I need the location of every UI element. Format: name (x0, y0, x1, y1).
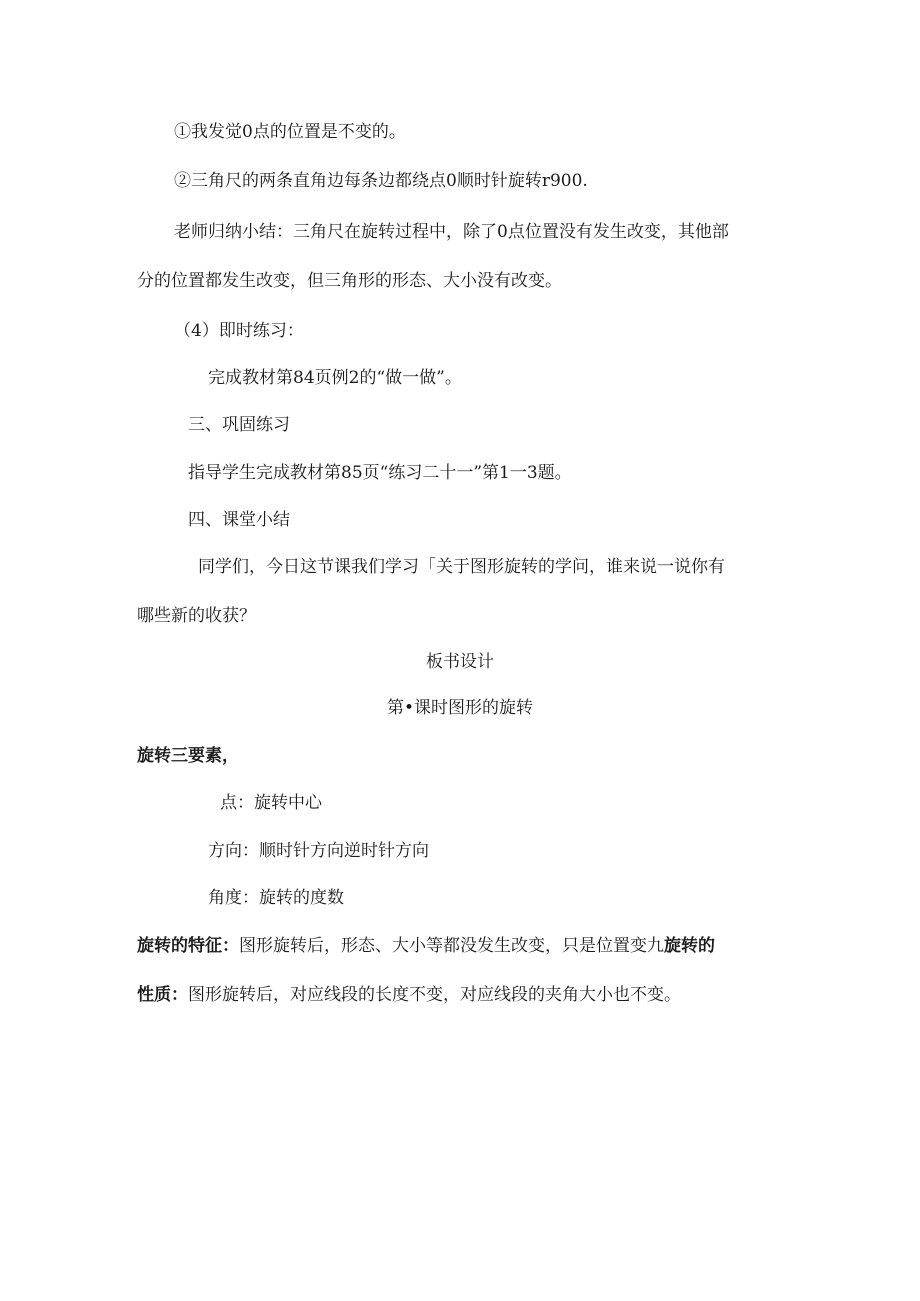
rotation-element-direction: 方向：顺时针方向逆时针方向 (208, 841, 429, 861)
section-consolidation-heading: 三、巩固练习 (188, 415, 290, 435)
rotation-property-label-part-2: 性质： (137, 985, 188, 1005)
board-design-title: 板书设计 (426, 652, 494, 672)
paragraph-summary-line-2: 分的位置都发生改变，但三角形的形态、大小没有改变。 (137, 271, 562, 291)
rotation-feature-line (137, 935, 715, 957)
rotation-element-point: 点：旋转中心 (220, 793, 322, 813)
section-practice-heading: （4）即时练习： (174, 321, 304, 341)
rotation-elements-heading: 旋转三要素， (137, 746, 239, 766)
paragraph-class-summary-line-2: 哪些新的收获？ (137, 606, 256, 626)
rotation-feature-label: 旋转的特征： (137, 936, 239, 956)
rotation-feature-text: 图形旋转后，形态、大小等都没发生改变，只是位置变九 (239, 936, 664, 956)
section-class-summary-heading: 四、课堂小结 (188, 510, 290, 530)
rotation-property-label-part-1: 旋转的 (664, 936, 715, 956)
rotation-element-angle: 角度：旋转的度数 (208, 888, 344, 908)
rotation-property-line (137, 984, 681, 1006)
paragraph-summary-line-1: 老师归纳小结：三角尺在旋转过程中，除了0点位置没有发生改变，其他部 (174, 222, 729, 242)
paragraph-observation-1: ①我发觉0点的位置是不变的。 (174, 122, 406, 142)
paragraph-class-summary-line-1: 同学们，今日这节课我们学习「关于图形旋转的学问，谁来说一说你有 (198, 557, 725, 577)
paragraph-consolidation: 指导学生完成教材第85页“练习二十一”第1一3题。 (188, 463, 572, 483)
paragraph-practice: 完成教材第84页例2的“做一做”。 (208, 368, 462, 388)
rotation-property-text: 图形旋转后，对应线段的长度不变，对应线段的夹角大小也不变。 (188, 985, 681, 1005)
paragraph-observation-2: ②三角尺的两条直角边每条边都绕点0顺时针旋转r900. (174, 171, 588, 191)
board-design-subtitle: 第•课时图形的旋转 (386, 698, 534, 718)
